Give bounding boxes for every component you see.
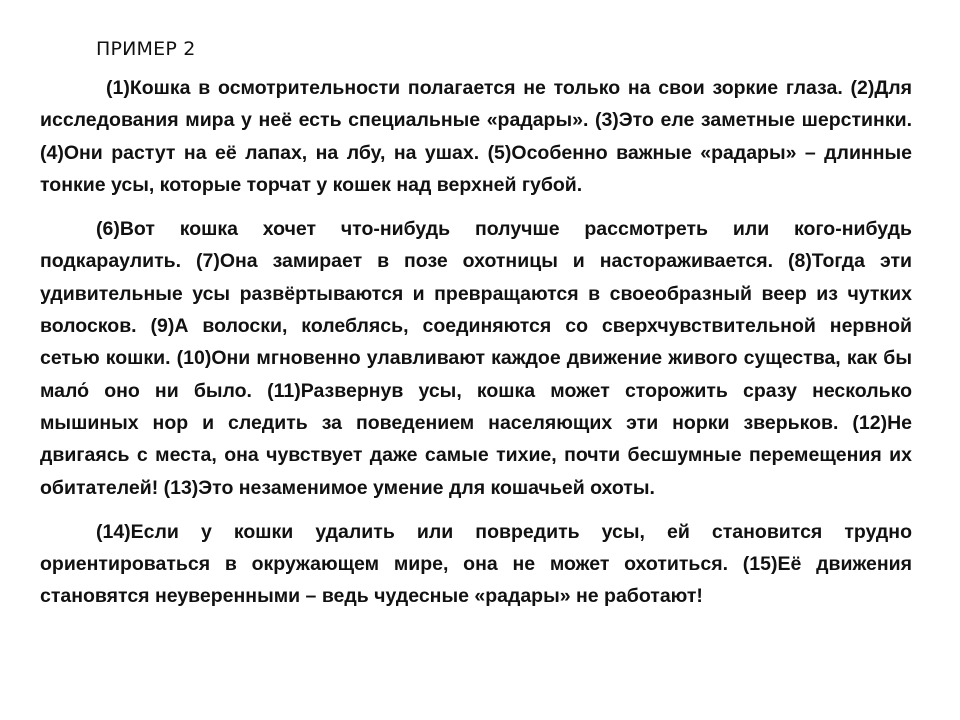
slide-heading: ПРИМЕР 2	[96, 38, 196, 60]
paragraph-3: (14)Если у кошки удалить или повредить усы, ей становится трудно ориентироваться в окружающем мире, она не может охотиться. (15)Её движения становятся неуверенными – ведь чудесные «радары» не работают!	[40, 520, 912, 608]
paragraph-1: (1)Кошка в осмотрительности полагается не только на свои зоркие глаза. (2)Для исследования мира у неё есть специальные «радары». (3)Это еле заметные шерстинки. (4)Они растут на её лапах, на лбу, на ушах. (5)Особенно важные «радары» – длинные тонкие усы, которые торчат у кошек над верхней губой.	[40, 77, 912, 196]
text-body	[40, 72, 912, 613]
paragraph-2: (6)Вот кошка хочет что-нибудь получше рассмотреть или кого-нибудь подкараулить. (7)Она замирает в позе охотницы и настораживается. (8)Тогда эти удивительные усы развёртываются и превращаются в своеобразный веер из чутких волосков. (9)А волоски, колеблясь, соединяются со сверхчувствительной нервной сетью кошки. (10)Они мгновенно улавливают каждое движение живого существа, как бы мало́ оно ни было. (11)Развернув усы, кошка может сторожить сразу несколько мышиных нор и следить за поведением населяющих эти норки зверьков. (12)Не двигаясь с места, она чувствует даже самые тихие, почти бесшумные перемещения их обитателей! (13)Это незаменимое умение для кошачьей охоты.	[40, 218, 912, 499]
